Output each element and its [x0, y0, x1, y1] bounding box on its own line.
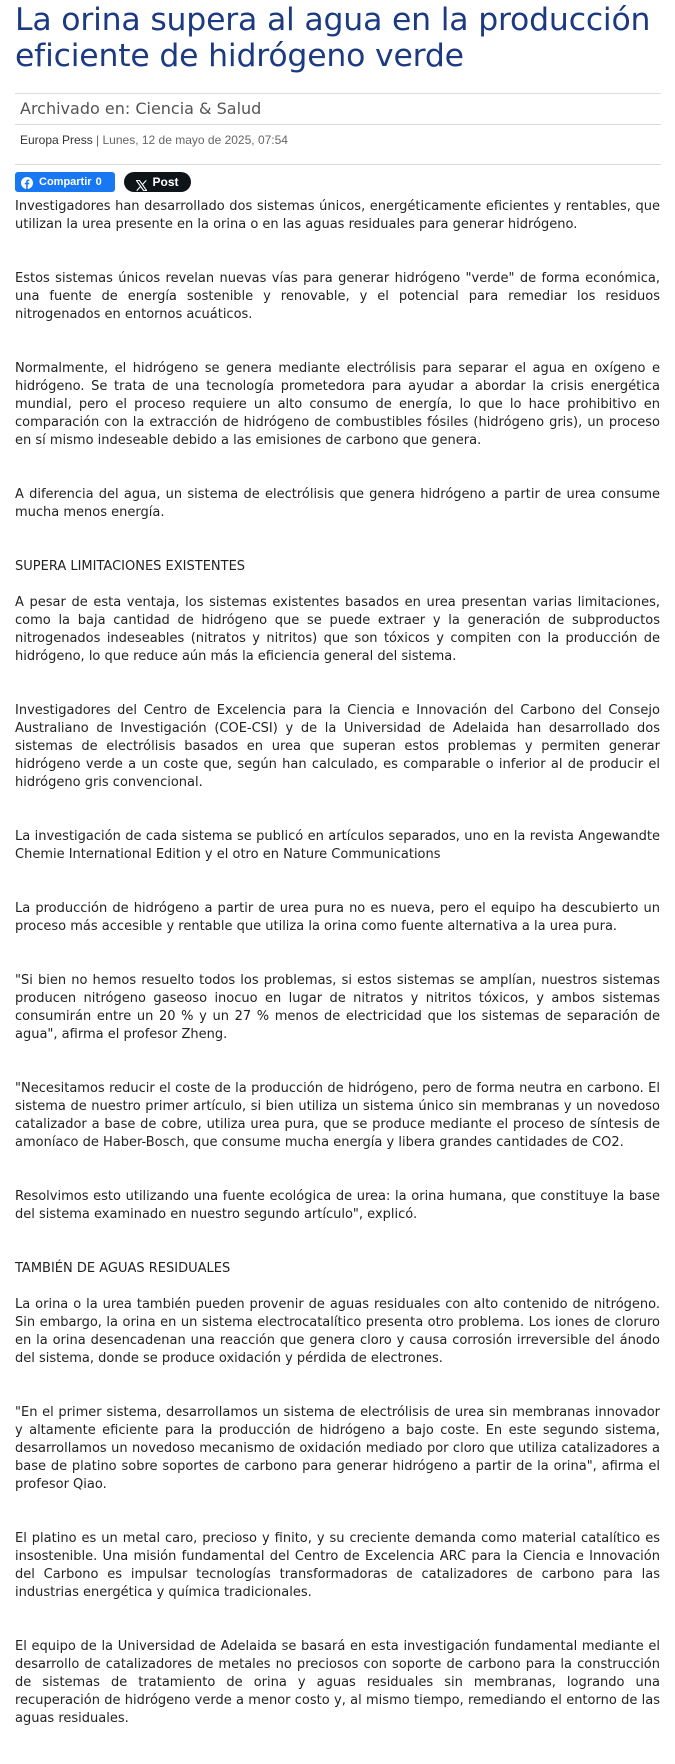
facebook-icon — [21, 176, 33, 188]
x-logo-icon — [136, 177, 147, 188]
byline — [20, 132, 288, 148]
byline-source: Europa Press — [20, 133, 93, 147]
facebook-share-button[interactable] — [15, 172, 115, 192]
paragraph: "En el primer sistema, desarrollamos un sistema de electrólisis de urea sin membranas innovador y altamente eficiente para la producción de hidrógeno a bajo coste. En este segundo sistema, desarrollamos un novedoso mecanismo de oxidación mediado por cloro que utiliza catalizadores a base de platino sobre soportes de carbono para generar hidrógeno a partir de la orina", afirma el profesor Qiao. — [15, 1405, 660, 1492]
x-post-button[interactable] — [124, 172, 191, 192]
paragraph: A pesar de esta ventaja, los sistemas existentes basados en urea presentan varias limitaciones, como la baja cantidad de hidrógeno que se puede extraer y la generación de subproductos nitrogenados indeseables (nitratos y nitritos) que son tóxicos y compiten con la producción de hidrógeno, lo que reduce aún más la eficiencia general del sistema. — [15, 595, 660, 664]
article-title: La orina supera al agua en la producción eficiente de hidrógeno verde — [15, 2, 651, 74]
byline-separator: | — [92, 133, 103, 147]
paragraph: Normalmente, el hidrógeno se genera mediante electrólisis para separar el agua en oxígeno e hidrógeno. Se trata de una tecnología prometedora para ayudar a abordar la crisis energética mundial, pero el proceso requiere un alto consumo de energía, lo que lo hace prohibitivo en comparación con la extracción de hidrógeno de combustibles fósiles (hidrógeno gris), un proceso en sí mismo indeseable debido a las emisiones de carbono que genera. — [15, 361, 660, 448]
article-body — [15, 198, 660, 1764]
section-heading: SUPERA LIMITACIONES EXISTENTES — [15, 559, 246, 574]
paragraph: Investigadores han desarrollado dos sistemas únicos, energéticamente eficientes y rentables, que utilizan la urea presente en la orina o en las aguas residuales para generar hidrógeno. — [15, 199, 660, 232]
x-post-label: Post — [152, 175, 179, 189]
paragraph: "Necesitamos reducir el coste de la producción de hidrógeno, pero de forma neutra en carbono. El sistema de nuestro primer artículo, si bien utiliza un sistema único sin membranas y un novedoso catalizador a base de cobre, utiliza urea pura, que se produce mediante el proceso de síntesis de amoníaco de Haber-Bosch, que consume mucha energía y libera grandes cantidades de CO2. — [15, 1081, 660, 1150]
category-label: Archivado en: Ciencia & Salud — [20, 99, 262, 118]
paragraph: La orina o la urea también pueden provenir de aguas residuales con alto contenido de nitrógeno. Sin embargo, la orina en un sistema electrocatalítico presenta otro problema. Los iones de cloruro en la orina desencadenan una reacción que genera cloro y causa corrosión irreversible del ánodo del sistema, donde se produce oxidación y pérdida de electrones. — [15, 1297, 660, 1366]
facebook-share-label: Compartir — [39, 176, 92, 188]
paragraph: La investigación de cada sistema se publicó en artículos separados, uno en la revista Angewandte Chemie International Edition y el otro en Nature Communications — [15, 829, 660, 862]
paragraph: "Si bien no hemos resuelto todos los problemas, si estos sistemas se amplían, nuestros sistemas producen nitrógeno gaseoso inocuo en lugar de nitratos y nitritos tóxicos, y ambos sistemas consumirán entre un 20 % y un 27 % menos de electricidad que los sistemas de separación de agua", afirma el profesor Zheng. — [15, 973, 660, 1042]
paragraph: El platino es un metal caro, precioso y finito, y su creciente demanda como material catalítico es insostenible. Una misión fundamental del Centro de Excelencia ARC para la Ciencia e Innovación del Carbono es impulsar tecnologías transformadoras de catalizadores de carbono para las industrias energética y química tradicionales. — [15, 1531, 660, 1600]
paragraph: Resolvimos esto utilizando una fuente ecológica de urea: la orina humana, que constituye la base del sistema examinado en nuestro segundo artículo", explicó. — [15, 1189, 660, 1222]
paragraph: El equipo de la Universidad de Adelaida se basará en esta investigación fundamental mediante el desarrollo de catalizadores de metales no preciosos con soporte de carbono para la construcción de sistemas de tratamiento de orina y aguas residuales sin membranas, logrando una recuperación de hidrógeno verde a menor costo y, al mismo tiempo, remediando el entorno de las aguas residuales. — [15, 1639, 660, 1726]
paragraph: Estos sistemas únicos revelan nuevas vías para generar hidrógeno "verde" de forma económica, una fuente de energía sostenible y renovable, y el potencial para remediar los residuos nitrogenados en entornos acuáticos. — [15, 271, 660, 322]
divider-top — [15, 93, 661, 94]
paragraph: Investigadores del Centro de Excelencia para la Ciencia e Innovación del Carbono del Consejo Australiano de Investigación (COE-CSI) y de la Universidad de Adelaida han desarrollado dos sistemas de electrólisis basados en urea que superan estos problemas y permiten generar hidrógeno verde a un coste que, según han calculado, es comparable o inferior al de producir el hidrógeno gris convencional. — [15, 703, 660, 790]
byline-date: Lunes, 12 de mayo de 2025, 07:54 — [102, 133, 288, 147]
section-heading: TAMBIÉN DE AGUAS RESIDUALES — [15, 1261, 231, 1276]
divider-middle — [15, 124, 661, 125]
paragraph: La producción de hidrógeno a partir de urea pura no es nueva, pero el equipo ha descubierto un proceso más accesible y rentable que utiliza la orina como fuente alternativa a la urea pura. — [15, 901, 660, 934]
paragraph: A diferencia del agua, un sistema de electrólisis que genera hidrógeno a partir de urea consume mucha menos energía. — [15, 487, 660, 520]
divider-bottom — [15, 164, 661, 165]
facebook-share-count: 0 — [95, 176, 102, 188]
